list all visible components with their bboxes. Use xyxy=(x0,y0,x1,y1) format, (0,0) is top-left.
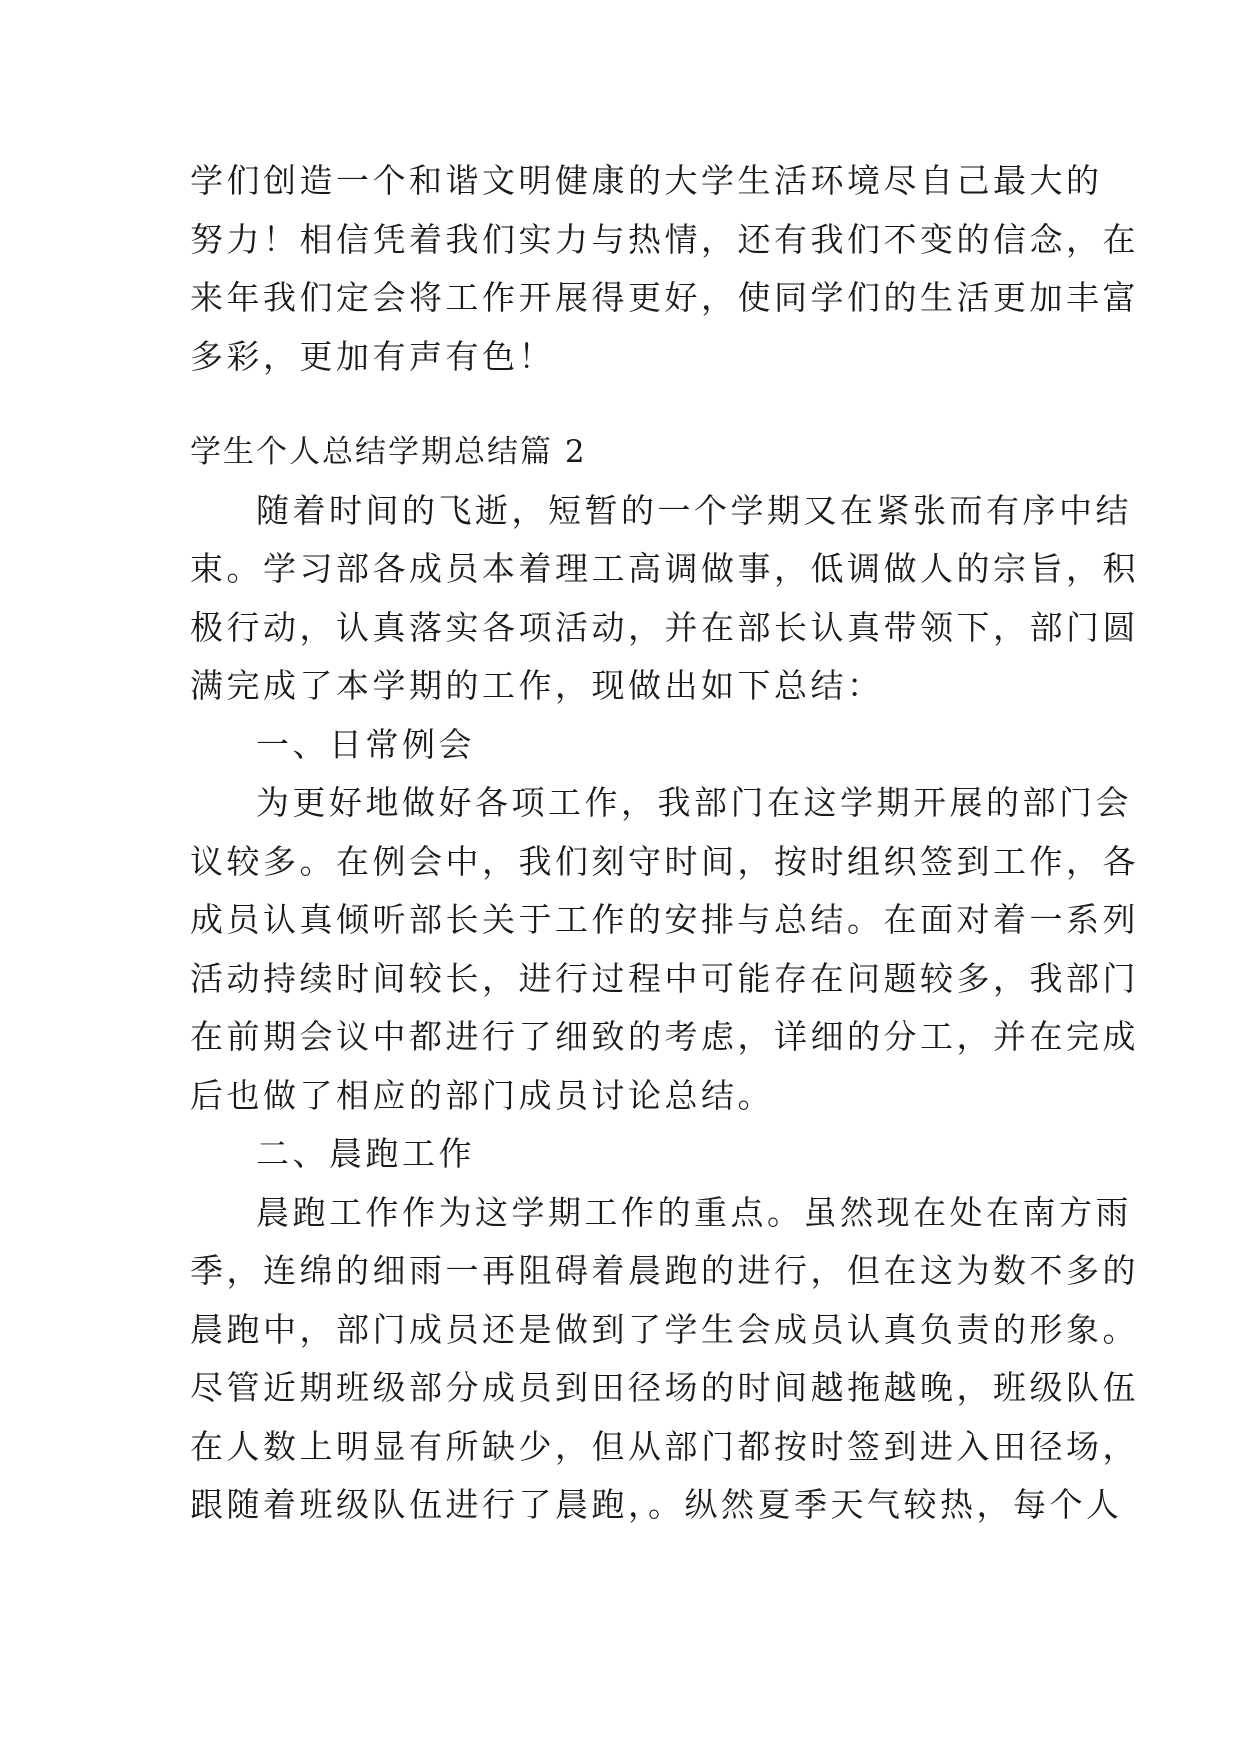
text-line: 活动持续时间较长，进行过程中可能存在问题较多，我部门 xyxy=(190,958,1139,998)
text-line: 后也做了相应的部门成员讨论总结。 xyxy=(190,1075,774,1115)
text-line: 跟随着班级队伍进行了晨跑，。纵然夏季天气较热，每个人 xyxy=(190,1485,1123,1524)
subheading-morning-run: 二、晨跑工作 xyxy=(256,1134,475,1173)
text-line: 努力！相信凭着我们实力与热情，还有我们不变的信念，在 xyxy=(190,219,1139,259)
text-line: 为更好地做好各项工作，我部门在这学期开展的部门会 xyxy=(256,783,1132,822)
text-line: 多彩，更加有声有色！ xyxy=(190,336,555,376)
text-line: 季，连绵的细雨一再阻碍着晨跑的进行，但在这为数不多的 xyxy=(190,1251,1139,1290)
subheading-daily-meetings: 一、日常例会 xyxy=(256,724,475,764)
text-line: 在人数上明显有所缺少，但从部门都按时签到进入田径场， xyxy=(190,1426,1139,1466)
text-line: 晨跑中，部门成员还是做到了学生会成员认真负责的形象。 xyxy=(190,1309,1139,1349)
text-line: 束。学习部各成员本着理工高调做事，低调做人的宗旨，积 xyxy=(190,549,1139,588)
text-line: 随着时间的飞逝，短暂的一个学期又在紧张而有序中结 xyxy=(256,490,1132,530)
paragraph-gap xyxy=(190,386,1060,423)
text-line: 议较多。在例会中，我们刻守时间，按时组织签到工作，各 xyxy=(190,841,1139,881)
text-line: 尽管近期班级部分成员到田径场的时间越拖越晚，班级队伍 xyxy=(190,1368,1139,1407)
text-line: 来年我们定会将工作开展得更好，使同学们的生活更加丰富 xyxy=(190,278,1139,317)
text-line: 成员认真倾听部长关于工作的安排与总结。在面对着一系列 xyxy=(190,900,1139,939)
text-line: 在前期会议中都进行了细致的考虑，详细的分工，并在完成 xyxy=(190,1017,1139,1056)
document-body xyxy=(190,152,1139,1535)
text-line: 满完成了本学期的工作，现做出如下总结： xyxy=(190,666,884,705)
text-line: 晨跑工作作为这学期工作的重点。虽然现在处在南方雨 xyxy=(256,1192,1132,1232)
text-line: 学们创造一个和谐文明健康的大学生活环境尽自己最大的 xyxy=(190,161,1103,200)
section-title: 学生个人总结学期总结篇 2 xyxy=(190,434,587,470)
text-line: 极行动，认真落实各项活动，并在部长认真带领下，部门圆 xyxy=(190,607,1139,647)
